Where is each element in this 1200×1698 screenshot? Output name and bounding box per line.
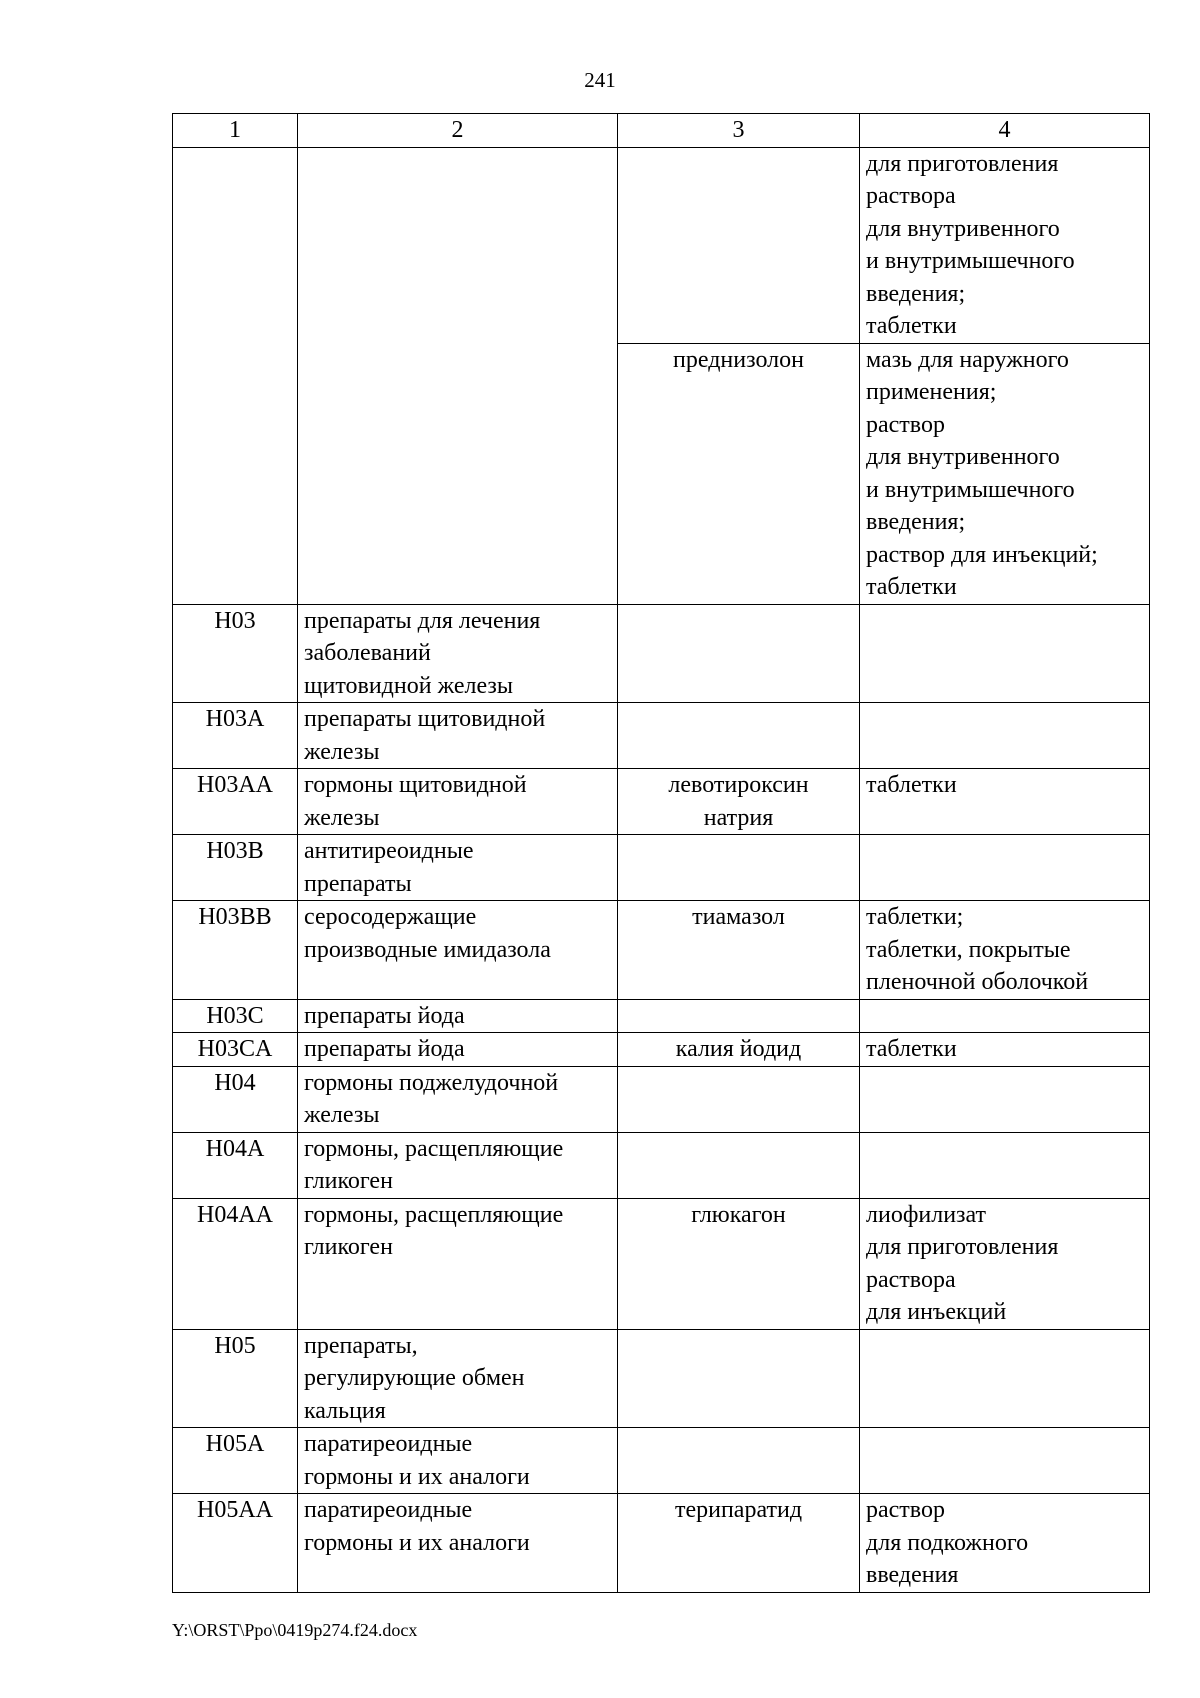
group-cell: препараты для лечения заболеваний щитовидной железы <box>298 604 618 703</box>
dosage-form-cell <box>860 835 1150 901</box>
code-cell: H04AA <box>173 1198 298 1329</box>
code-cell <box>173 147 298 604</box>
dosage-form-cell: таблетки <box>860 1033 1150 1067</box>
dosage-form-cell <box>860 604 1150 703</box>
drug-name-cell: левотироксин натрия <box>618 769 860 835</box>
code-cell: H05 <box>173 1329 298 1428</box>
table-row <box>173 604 1150 703</box>
header-cell: 2 <box>298 114 618 148</box>
group-cell: препараты йода <box>298 1033 618 1067</box>
group-cell: гормоны поджелудочной железы <box>298 1066 618 1132</box>
page-number: 241 <box>584 68 616 92</box>
code-cell: H03A <box>173 703 298 769</box>
table-row <box>173 147 1150 343</box>
drug-name-cell <box>618 1132 860 1198</box>
header-cell: 1 <box>173 114 298 148</box>
drug-name-cell: преднизолон <box>618 343 860 604</box>
code-cell: H03C <box>173 999 298 1033</box>
code-cell: H03BB <box>173 901 298 1000</box>
table-row <box>173 703 1150 769</box>
drug-name-cell <box>618 604 860 703</box>
table-row <box>173 999 1150 1033</box>
code-cell: H05AA <box>173 1494 298 1593</box>
table-row <box>173 1329 1150 1428</box>
table-row <box>173 769 1150 835</box>
table-row <box>173 835 1150 901</box>
drug-name-cell <box>618 999 860 1033</box>
code-cell: H04A <box>173 1132 298 1198</box>
group-cell: препараты щитовидной железы <box>298 703 618 769</box>
group-cell: препараты йода <box>298 999 618 1033</box>
code-cell: H03AA <box>173 769 298 835</box>
table-row <box>173 1066 1150 1132</box>
dosage-form-cell <box>860 1329 1150 1428</box>
table-row <box>173 1198 1150 1329</box>
table-row <box>173 1428 1150 1494</box>
drug-name-cell <box>618 703 860 769</box>
drug-name-cell <box>618 835 860 901</box>
code-cell: H03B <box>173 835 298 901</box>
table-row <box>173 1494 1150 1593</box>
code-cell: H03 <box>173 604 298 703</box>
drug-name-cell <box>618 1428 860 1494</box>
dosage-form-cell: таблетки <box>860 769 1150 835</box>
drug-name-cell <box>618 1066 860 1132</box>
dosage-form-cell: мазь для наружного применения; раствор для внутривенного и внутримышечного введения; раствор для инъекций; таблетки <box>860 343 1150 604</box>
drug-name-cell: терипаратид <box>618 1494 860 1593</box>
drug-name-cell: глюкагон <box>618 1198 860 1329</box>
group-cell: препараты, регулирующие обмен кальция <box>298 1329 618 1428</box>
drug-name-cell <box>618 147 860 343</box>
drug-table <box>172 113 1150 1593</box>
dosage-form-cell: таблетки; таблетки, покрытые пленочной оболочкой <box>860 901 1150 1000</box>
group-cell: антитиреоидные препараты <box>298 835 618 901</box>
dosage-form-cell <box>860 703 1150 769</box>
header-cell: 4 <box>860 114 1150 148</box>
dosage-form-cell <box>860 1132 1150 1198</box>
header-cell: 3 <box>618 114 860 148</box>
dosage-form-cell <box>860 999 1150 1033</box>
group-cell: серосодержащие производные имидазола <box>298 901 618 1000</box>
group-cell: гормоны, расщепляющие гликоген <box>298 1198 618 1329</box>
code-cell: H05A <box>173 1428 298 1494</box>
group-cell: паратиреоидные гормоны и их аналоги <box>298 1428 618 1494</box>
group-cell: паратиреоидные гормоны и их аналоги <box>298 1494 618 1593</box>
file-path-footer: Y:\ORST\Ppo\0419p274.f24.docx <box>172 1620 418 1640</box>
header-row <box>173 114 1150 148</box>
dosage-form-cell: раствор для подкожного введения <box>860 1494 1150 1593</box>
group-cell: гормоны, расщепляющие гликоген <box>298 1132 618 1198</box>
table-row <box>173 901 1150 1000</box>
table-row <box>173 1132 1150 1198</box>
dosage-form-cell <box>860 1066 1150 1132</box>
code-cell: H04 <box>173 1066 298 1132</box>
dosage-form-cell: лиофилизат для приготовления раствора для инъекций <box>860 1198 1150 1329</box>
drug-name-cell <box>618 1329 860 1428</box>
drug-name-cell: калия йодид <box>618 1033 860 1067</box>
dosage-form-cell <box>860 1428 1150 1494</box>
group-cell <box>298 147 618 604</box>
table-row <box>173 1033 1150 1067</box>
drug-name-cell: тиамазол <box>618 901 860 1000</box>
group-cell: гормоны щитовидной железы <box>298 769 618 835</box>
code-cell: H03CA <box>173 1033 298 1067</box>
dosage-form-cell: для приготовления раствора для внутривенного и внутримышечного введения; таблетки <box>860 147 1150 343</box>
